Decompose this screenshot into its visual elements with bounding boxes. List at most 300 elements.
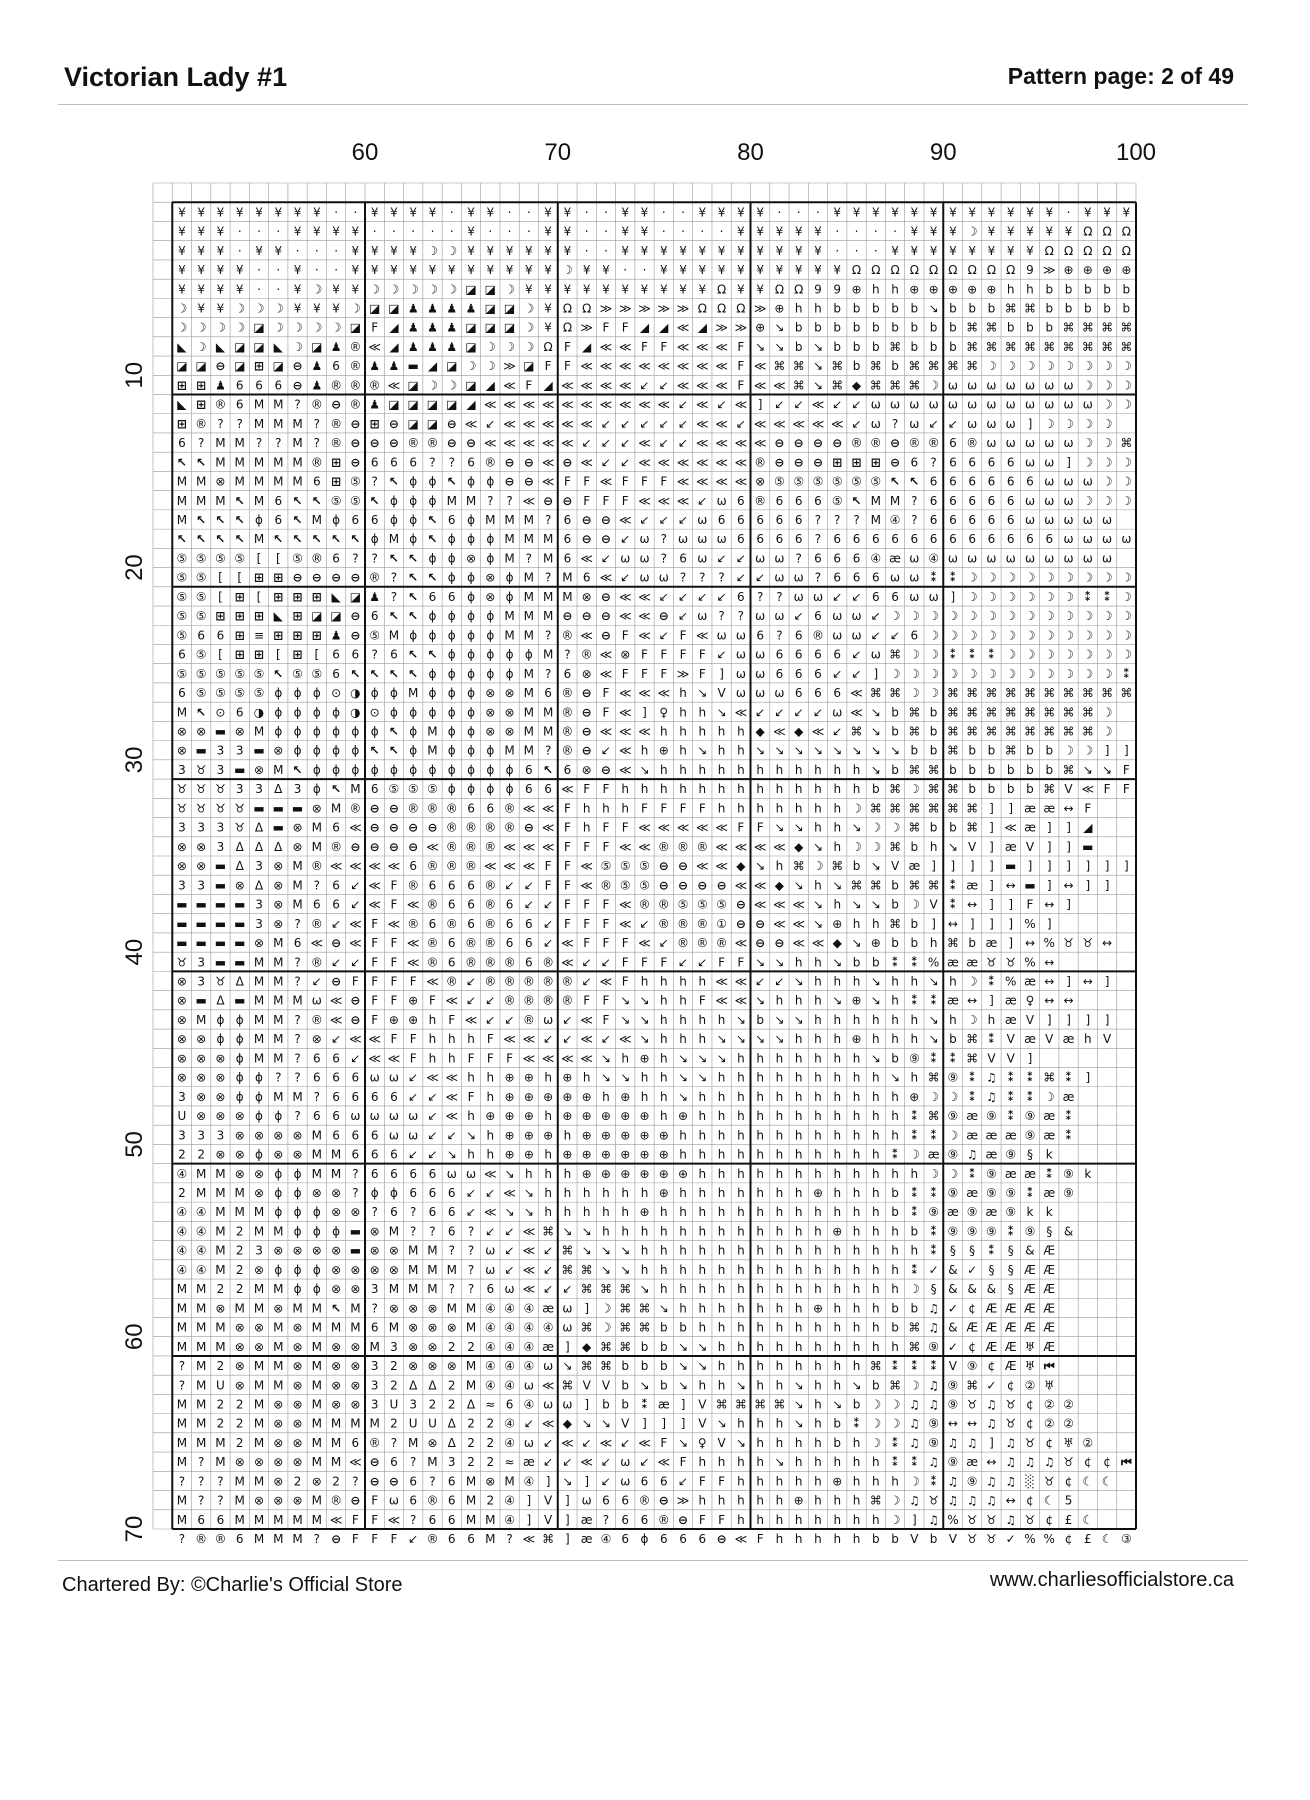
stitch-symbol: ⑤ (813, 475, 824, 489)
stitch-symbol: b (891, 1186, 899, 1200)
stitch-symbol: ↙ (871, 628, 881, 642)
stitch-symbol: ¥ (525, 282, 533, 296)
stitch-symbol: 6 (352, 1436, 360, 1450)
stitch-symbol: ↙ (678, 436, 688, 450)
stitch-symbol: ⌘ (870, 686, 882, 700)
stitch-symbol: ↘ (755, 994, 765, 1008)
stitch-symbol: ω (736, 648, 746, 662)
stitch-symbol: ▬ (196, 936, 207, 950)
stitch-symbol: ⑤ (851, 475, 862, 489)
stitch-symbol: ⊞ (177, 417, 187, 431)
stitch-symbol: · (855, 225, 859, 239)
stitch-symbol: ⊕ (1121, 263, 1131, 277)
stitch-symbol: h (853, 1244, 861, 1258)
stitch-symbol: ↖ (177, 532, 187, 546)
stitch-symbol: ≪ (657, 1455, 670, 1469)
stitch-symbol: M (235, 1494, 245, 1508)
stitch-symbol: § (931, 1282, 937, 1296)
stitch-symbol: F (525, 378, 532, 392)
stitch-symbol: b (641, 1340, 649, 1354)
stitch-symbol: ⊖ (466, 436, 476, 450)
stitch-symbol: ⊗ (293, 1148, 303, 1162)
stitch-symbol: ] (1124, 744, 1129, 758)
stitch-symbol: 6 (872, 571, 880, 585)
stitch-symbol: ≪ (696, 628, 709, 642)
stitch-symbol: ⊖ (447, 436, 457, 450)
stitch-symbol: ▬ (234, 936, 245, 950)
stitch-symbol: ¥ (544, 205, 552, 219)
stitch-symbol: ⑤ (389, 782, 400, 796)
stitch-symbol: M (215, 1244, 225, 1258)
stitch-symbol: ◣ (274, 609, 284, 623)
stitch-symbol: 6 (506, 898, 514, 912)
stitch-symbol: ↘ (524, 1205, 534, 1219)
stitch-symbol: ↘ (813, 359, 823, 373)
stitch-symbol: h (911, 1071, 919, 1085)
stitch-symbol: ¥ (1065, 225, 1073, 239)
stitch-symbol: F (371, 1494, 378, 1508)
stitch-symbol: ⊗ (427, 1321, 437, 1335)
stitch-symbol: ? (352, 1186, 358, 1200)
stitch-symbol: ≪ (407, 898, 420, 912)
stitch-symbol: ≪ (561, 436, 574, 450)
stitch-symbol: h (814, 1071, 822, 1085)
stitch-symbol: ↘ (697, 1359, 707, 1373)
stitch-symbol: ☽ (446, 244, 457, 258)
stitch-symbol: ϕ (294, 1224, 302, 1238)
stitch-symbol: ♟ (427, 340, 438, 354)
stitch-symbol: M (485, 1513, 495, 1527)
stitch-symbol: § (988, 1263, 994, 1277)
stitch-symbol: Ω (1103, 244, 1112, 258)
stitch-symbol: 6 (891, 590, 899, 604)
stitch-symbol: 6 (409, 1474, 417, 1488)
stitch-symbol: ϕ (429, 705, 437, 719)
stitch-symbol: ◢ (582, 340, 592, 354)
stitch-symbol: æ (542, 1301, 554, 1315)
stitch-symbol: ] (1105, 744, 1110, 758)
stitch-symbol: ↘ (697, 744, 707, 758)
stitch-symbol: ↖ (196, 705, 206, 719)
stitch-symbol: ≪ (523, 494, 536, 508)
stitch-symbol: ◢ (544, 378, 554, 392)
stitch-symbol: ≪ (580, 1051, 593, 1065)
stitch-symbol: h (737, 1167, 745, 1181)
stitch-symbol: ↘ (639, 763, 649, 777)
stitch-symbol: ϕ (371, 763, 379, 777)
stitch-symbol: ⊗ (215, 475, 225, 489)
stitch-symbol: M (350, 1321, 360, 1335)
stitch-symbol: Δ (236, 840, 245, 854)
stitch-symbol: ® (484, 455, 496, 469)
stitch-symbol: ⌘ (1063, 321, 1075, 335)
stitch-symbol: ω (774, 686, 784, 700)
stitch-symbol: ϕ (467, 571, 475, 585)
stitch-symbol: ? (198, 1474, 204, 1488)
stitch-symbol: ⑨ (948, 1109, 959, 1123)
stitch-symbol: b (1045, 744, 1053, 758)
stitch-symbol: ◪ (311, 340, 322, 354)
stitch-symbol: h (467, 1109, 475, 1123)
stitch-symbol: ≪ (542, 455, 555, 469)
stitch-symbol: F (583, 917, 590, 931)
stitch-symbol: ☽ (1121, 455, 1132, 469)
stitch-symbol: ⊗ (235, 1148, 245, 1162)
stitch-symbol: · (700, 225, 704, 239)
stitch-symbol: ♀ (1026, 994, 1035, 1008)
stitch-symbol: h (814, 1436, 822, 1450)
stitch-symbol: · (238, 244, 242, 258)
stitch-symbol: ⊗ (293, 1398, 303, 1412)
stitch-symbol: h (718, 1128, 726, 1142)
stitch-symbol: M (254, 1301, 264, 1315)
stitch-symbol: h (564, 1205, 572, 1219)
stitch-symbol: ▬ (1005, 859, 1016, 873)
stitch-symbol: h (679, 1301, 687, 1315)
stitch-symbol: ¥ (814, 244, 822, 258)
stitch-symbol: ⊕ (620, 1090, 630, 1104)
stitch-symbol: M (485, 1532, 495, 1546)
stitch-symbol: ☽ (1082, 648, 1093, 662)
stitch-symbol: h (833, 1032, 841, 1046)
stitch-symbol: ® (716, 936, 728, 950)
stitch-symbol: ↘ (678, 1359, 688, 1373)
stitch-symbol: ↙ (562, 1282, 572, 1296)
stitch-symbol: h (756, 1321, 764, 1335)
stitch-symbol: ↙ (659, 628, 669, 642)
stitch-symbol: ≪ (349, 936, 362, 950)
stitch-symbol: ♉ (177, 801, 188, 815)
stitch-symbol: ⌘ (619, 1321, 631, 1335)
stitch-symbol: ] (1066, 974, 1071, 988)
stitch-symbol: 6 (332, 667, 340, 681)
stitch-symbol: M (273, 763, 283, 777)
stitch-symbol: ϕ (274, 1205, 282, 1219)
stitch-symbol: ≫ (677, 1494, 690, 1508)
stitch-symbol: ⌘ (793, 859, 805, 873)
stitch-symbol: ⊗ (370, 1244, 380, 1258)
stitch-symbol: h (814, 1167, 822, 1181)
stitch-symbol: ⊕ (562, 1148, 572, 1162)
stitch-symbol: æ (1043, 1128, 1055, 1142)
stitch-symbol: ↖ (235, 494, 245, 508)
stitch-symbol: ☽ (928, 686, 939, 700)
stitch-symbol: M (466, 1494, 476, 1508)
stitch-symbol: ¥ (544, 244, 552, 258)
stitch-symbol: F (660, 475, 667, 489)
stitch-symbol: ¥ (872, 205, 880, 219)
stitch-symbol: ⌘ (1043, 782, 1055, 796)
stitch-symbol: æ (966, 1109, 978, 1123)
stitch-symbol: ↙ (331, 955, 341, 969)
stitch-symbol: M (890, 494, 900, 508)
stitch-symbol: ≪ (445, 1090, 458, 1104)
stitch-symbol: ⌘ (966, 725, 978, 739)
stitch-symbol: h (891, 1032, 899, 1046)
stitch-symbol: ⊗ (370, 1224, 380, 1238)
stitch-symbol: ⁑ (950, 878, 956, 892)
stitch-symbol: ↘ (871, 974, 881, 988)
stitch-symbol: ] (989, 917, 994, 931)
store-url[interactable]: www.charliesofficialstore.ca (990, 1569, 1234, 1592)
stitch-symbol: ω (678, 532, 688, 546)
stitch-symbol: ] (873, 667, 878, 681)
stitch-symbol: ⊗ (350, 1398, 360, 1412)
stitch-symbol: ¢ (1026, 1494, 1034, 1508)
stitch-symbol: ♫ (948, 1474, 959, 1488)
stitch-symbol: ? (545, 571, 551, 585)
stitch-symbol: ¥ (352, 225, 360, 239)
stitch-symbol: h (833, 782, 841, 796)
stitch-symbol: ⊕ (620, 1128, 630, 1142)
stitch-symbol: ? (506, 1532, 512, 1546)
stitch-symbol: ⌘ (908, 359, 920, 373)
stitch-symbol: ⌘ (889, 840, 901, 854)
stitch-symbol: ☽ (1121, 494, 1132, 508)
stitch-symbol: ⑤ (196, 667, 207, 681)
stitch-symbol: ⊗ (408, 1340, 418, 1354)
stitch-symbol: ☽ (813, 859, 824, 873)
stitch-symbol: 3 (178, 763, 186, 777)
stitch-symbol: h (486, 1071, 494, 1085)
stitch-symbol: ® (484, 878, 496, 892)
stitch-symbol: b (872, 1378, 880, 1392)
stitch-symbol: ¥ (911, 205, 919, 219)
stitch-symbol: ® (407, 878, 419, 892)
stitch-symbol: F (699, 1513, 706, 1527)
stitch-symbol: Æ (986, 1340, 998, 1354)
stitch-symbol: ? (294, 974, 300, 988)
stitch-symbol: ☽ (928, 648, 939, 662)
stitch-symbol: 6 (911, 532, 919, 546)
stitch-symbol: ω (1044, 455, 1054, 469)
stitch-symbol: h (429, 1032, 437, 1046)
stitch-symbol: ] (1047, 859, 1052, 873)
stitch-symbol: 2 (236, 1244, 244, 1258)
stitch-symbol: b (891, 1301, 899, 1315)
stitch-symbol: ϕ (448, 648, 456, 662)
stitch-symbol: h (737, 763, 745, 777)
stitch-symbol: ¥ (1084, 205, 1092, 219)
stitch-symbol: h (776, 1128, 784, 1142)
stitch-symbol: ω (967, 417, 977, 431)
stitch-symbol: ▬ (350, 1244, 361, 1258)
stitch-symbol: h (795, 1224, 803, 1238)
stitch-symbol: ⁑ (911, 1128, 917, 1142)
stitch-symbol: ↖ (408, 571, 418, 585)
stitch-symbol: h (737, 1359, 745, 1373)
stitch-symbol: ⊗ (177, 1013, 187, 1027)
stitch-symbol: ω (794, 571, 804, 585)
stitch-symbol: ⊕ (832, 1224, 842, 1238)
stitch-symbol: ≪ (426, 840, 439, 854)
stitch-symbol: M (562, 571, 572, 585)
stitch-symbol: Δ (409, 1378, 418, 1392)
stitch-symbol: ☽ (986, 609, 997, 623)
stitch-symbol: ≪ (677, 359, 690, 373)
stitch-symbol: h (621, 1205, 629, 1219)
stitch-symbol: ⌘ (870, 359, 882, 373)
stitch-symbol: 6 (429, 878, 437, 892)
stitch-symbol: ¥ (641, 205, 649, 219)
stitch-symbol: ω (639, 551, 649, 565)
stitch-symbol: ≪ (600, 340, 613, 354)
stitch-symbol: M (196, 1013, 206, 1027)
stitch-symbol: ¥ (313, 225, 321, 239)
stitch-symbol: h (776, 1071, 784, 1085)
stitch-symbol: ⑨ (948, 1148, 959, 1162)
stitch-symbol: b (1026, 763, 1034, 777)
stitch-symbol: ≪ (600, 571, 613, 585)
stitch-symbol: ® (426, 898, 438, 912)
stitch-symbol: h (853, 1455, 861, 1469)
stitch-symbol: ↖ (408, 667, 418, 681)
stitch-symbol: 6 (1007, 513, 1015, 527)
stitch-symbol: M (196, 475, 206, 489)
stitch-symbol: h (660, 782, 668, 796)
stitch-symbol: 2 (448, 1378, 456, 1392)
stitch-symbol: ϕ (448, 763, 456, 777)
stitch-symbol: ▬ (215, 898, 226, 912)
stitch-symbol: M (408, 1263, 418, 1277)
stitch-symbol: ☽ (1102, 378, 1113, 392)
stitch-symbol: ⊞ (871, 455, 881, 469)
stitch-symbol: ⊗ (293, 1359, 303, 1373)
stitch-symbol: ⌘ (600, 1340, 612, 1354)
stitch-symbol: 6 (467, 878, 475, 892)
stitch-symbol: ↘ (871, 725, 881, 739)
stitch-symbol: ⊗ (427, 1436, 437, 1450)
stitch-symbol: ↙ (755, 705, 765, 719)
stitch-symbol: M (524, 590, 534, 604)
stitch-symbol: ☽ (369, 282, 380, 296)
stitch-symbol: 2 (429, 1398, 437, 1412)
stitch-symbol: ] (1047, 878, 1052, 892)
stitch-symbol: h (833, 1071, 841, 1085)
stitch-symbol: ↖ (408, 551, 418, 565)
stitch-symbol: 6 (621, 1494, 629, 1508)
stitch-symbol: 6 (332, 878, 340, 892)
stitch-symbol: ⊗ (215, 1301, 225, 1315)
stitch-symbol: h (795, 782, 803, 796)
stitch-symbol: ↘ (929, 1013, 939, 1027)
stitch-symbol: ⌘ (966, 801, 978, 815)
stitch-symbol: ⌘ (889, 801, 901, 815)
stitch-symbol: ? (449, 455, 455, 469)
stitch-symbol: Æ (1043, 1263, 1055, 1277)
stitch-symbol: ☽ (1063, 571, 1074, 585)
stitch-symbol: ↘ (601, 1263, 611, 1277)
stitch-symbol: h (756, 1244, 764, 1258)
stitch-symbol: ϕ (506, 590, 514, 604)
stitch-symbol: ? (834, 513, 840, 527)
stitch-symbol: M (273, 475, 283, 489)
stitch-symbol: 6 (776, 513, 784, 527)
stitch-symbol: ⌘ (581, 1359, 593, 1373)
stitch-symbol: ω (1064, 513, 1074, 527)
stitch-symbol: Δ (428, 1378, 437, 1392)
stitch-symbol: M (254, 455, 264, 469)
stitch-symbol: ω (929, 398, 939, 412)
stitch-symbol: ® (639, 898, 651, 912)
stitch-symbol: ⁑ (969, 648, 975, 662)
stitch-symbol: ⑨ (986, 1224, 997, 1238)
stitch-symbol: h (679, 974, 687, 988)
stitch-symbol: ¥ (352, 263, 360, 277)
stitch-symbol: ↘ (717, 1417, 727, 1431)
stitch-symbol: h (776, 1090, 784, 1104)
stitch-symbol: ω (389, 1494, 399, 1508)
stitch-symbol: M (196, 1167, 206, 1181)
stitch-symbol: ¥ (737, 263, 745, 277)
stitch-symbol: h (718, 1282, 726, 1296)
stitch-symbol: & (987, 1282, 996, 1296)
stitch-symbol: ≪ (715, 378, 728, 392)
stitch-symbol: ¥ (1007, 205, 1015, 219)
stitch-symbol: h (795, 1532, 803, 1546)
stitch-symbol: ≪ (503, 1186, 516, 1200)
stitch-symbol: b (1026, 782, 1034, 796)
stitch-symbol: ④ (485, 1321, 496, 1335)
stitch-symbol: ↘ (871, 859, 881, 873)
stitch-symbol: 6 (544, 782, 552, 796)
stitch-symbol: ⌘ (908, 725, 920, 739)
stitch-symbol: ⊖ (813, 455, 823, 469)
stitch-symbol: M (235, 436, 245, 450)
stitch-symbol: b (1026, 744, 1034, 758)
stitch-symbol: h (833, 1301, 841, 1315)
stitch-symbol: 6 (429, 1186, 437, 1200)
stitch-symbol: ⊞ (235, 648, 245, 662)
stitch-symbol: F (718, 1513, 725, 1527)
stitch-symbol: h (699, 1090, 707, 1104)
stitch-symbol: ⊞ (832, 455, 842, 469)
stitch-symbol: ④ (485, 1301, 496, 1315)
stitch-symbol: h (486, 1128, 494, 1142)
stitch-symbol: U (216, 1378, 225, 1392)
stitch-symbol: · (315, 263, 319, 277)
stitch-symbol: ≪ (503, 378, 516, 392)
stitch-symbol: ⌘ (947, 359, 959, 373)
stitch-symbol: ω (620, 551, 630, 565)
stitch-symbol: ® (426, 436, 438, 450)
stitch-symbol: ≪ (619, 1032, 632, 1046)
stitch-symbol: ⑤ (196, 686, 207, 700)
stitch-symbol: ♉ (1005, 955, 1016, 969)
stitch-symbol: ☽ (1025, 648, 1036, 662)
stitch-symbol: 2 (236, 1417, 244, 1431)
stitch-symbol: h (641, 782, 649, 796)
stitch-symbol: ≪ (735, 398, 748, 412)
stitch-symbol: 6 (949, 513, 957, 527)
stitch-symbol: æ (947, 955, 959, 969)
stitch-symbol: ♅ (1044, 1378, 1055, 1392)
stitch-symbol: h (756, 1301, 764, 1315)
stitch-symbol: ⊗ (254, 1263, 264, 1277)
stitch-symbol: ↙ (601, 455, 611, 469)
stitch-symbol: ◪ (196, 359, 207, 373)
stitch-symbol: ϕ (467, 705, 475, 719)
stitch-symbol: M (292, 417, 302, 431)
stitch-symbol: h (872, 1301, 880, 1315)
stitch-symbol: M (408, 686, 418, 700)
stitch-symbol: ☽ (870, 1398, 881, 1412)
stitch-symbol: ⑨ (967, 1474, 978, 1488)
stitch-symbol: h (544, 1109, 552, 1123)
stitch-symbol: h (795, 955, 803, 969)
stitch-symbol: ¥ (968, 244, 976, 258)
stitch-symbol: ◪ (388, 398, 399, 412)
